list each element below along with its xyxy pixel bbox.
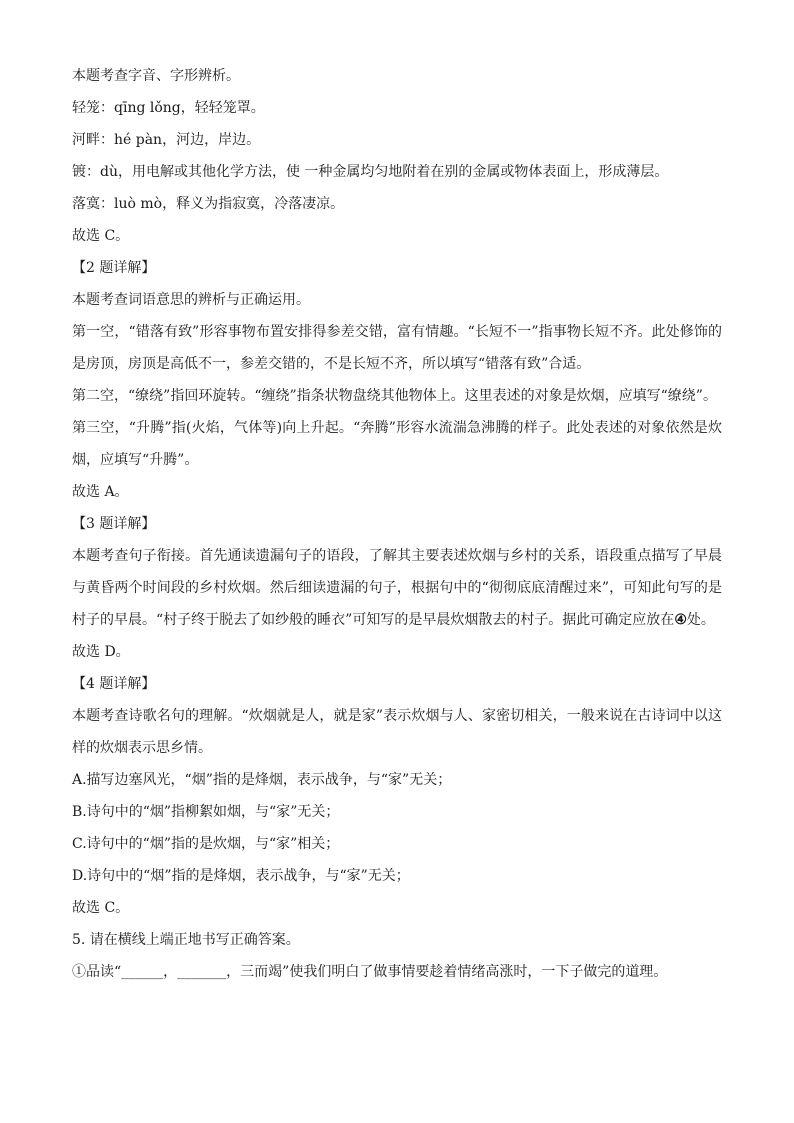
text-line: 落寞：luò mò，释义为指寂寞，冷落凄凉。: [72, 196, 345, 212]
section-heading-q2: 【2 题详解】: [72, 260, 156, 276]
paragraph-text: 处。: [686, 612, 715, 628]
paragraph: 第一空，“错落有致”形容事物布置安排得参差交错，富有情趣。“长短不一”指事物长短不齐。此处修饰的是房顶，房顶是高低不一，参差交错的，不是长短不齐，所以填写“错落有致”合适。: [72, 324, 722, 372]
section-heading-q3: 【3 题详解】: [72, 516, 156, 532]
document-content: [72, 66, 722, 994]
option-line: B.诗句中的“烟”指柳絮如烟，与“家”无关；: [72, 804, 340, 820]
text-line: 故选 A。: [72, 484, 129, 500]
text-line: 故选 C。: [72, 900, 130, 916]
circled-number: ④: [674, 612, 687, 628]
text-line: 轻笼：qīng lǒng，轻轻笼罩。: [72, 100, 265, 116]
text-line: 故选 D。: [72, 644, 130, 660]
paragraph-text: 本题考查句子衔接。首先通读遗漏句子的语段，了解其主要表述炊烟与乡村的关系，语段重点描写了早晨与黄昏两个时间段的乡村炊烟。然后细读遗漏的句子，根据句中的“彻彻底底清醒过来”，可知此句写的是村子的早晨。“村子终于脱去了如纱般的睡衣”可知写的是早晨炊烟散去的村子。据此可确定应放在: [72, 548, 722, 628]
text-line: 镀：dù，用电解或其他化学方法，使 一种金属均匀地附着在别的金属或物体表面上，形成薄层。: [72, 164, 669, 180]
text-line: 河畔：hé pàn，河边，岸边。: [72, 132, 261, 148]
paragraph: [72, 540, 722, 636]
paragraph: 第二空，“缭绕”指回环旋转。“缠绕”指条状物盘绕其他物体上。这里表述的对象是炊烟，应填写“缭绕”。: [72, 388, 717, 404]
option-line: A.描写边塞风光，“烟”指的是烽烟，表示战争，与“家”无关；: [72, 772, 452, 788]
paragraph: 本题考查诗歌名句的理解。“炊烟就是人，就是家”表示炊烟与人、家密切相关，一般来说在古诗词中以这样的炊烟表示思乡情。: [72, 708, 722, 756]
option-line: D.诗句中的“烟”指的是烽烟，表示战争，与“家”无关；: [72, 868, 410, 884]
section-heading-q4: 【4 题详解】: [72, 676, 156, 692]
text-line: 本题考查词语意思的辨析与正确运用。: [72, 292, 310, 308]
text-line: 故选 C。: [72, 228, 130, 244]
text-line: 本题考查字音、字形辨析。: [72, 68, 240, 84]
paragraph: 第三空，“升腾”指(火焰，气体等)向上升起。“奔腾”形容水流湍急沸腾的样子。此处表述的对象依然是炊烟，应填写“升腾”。: [72, 420, 722, 468]
question-prompt: ①品读“______，_______，三而竭”使我们明白了做事情要趁着情绪高涨时，一下子做完的道理。: [72, 964, 668, 980]
option-line: C.诗句中的“烟”指的是炊烟，与“家”相关；: [72, 836, 340, 852]
question-title: 5. 请在横线上端正地书写正确答案。: [72, 932, 300, 948]
